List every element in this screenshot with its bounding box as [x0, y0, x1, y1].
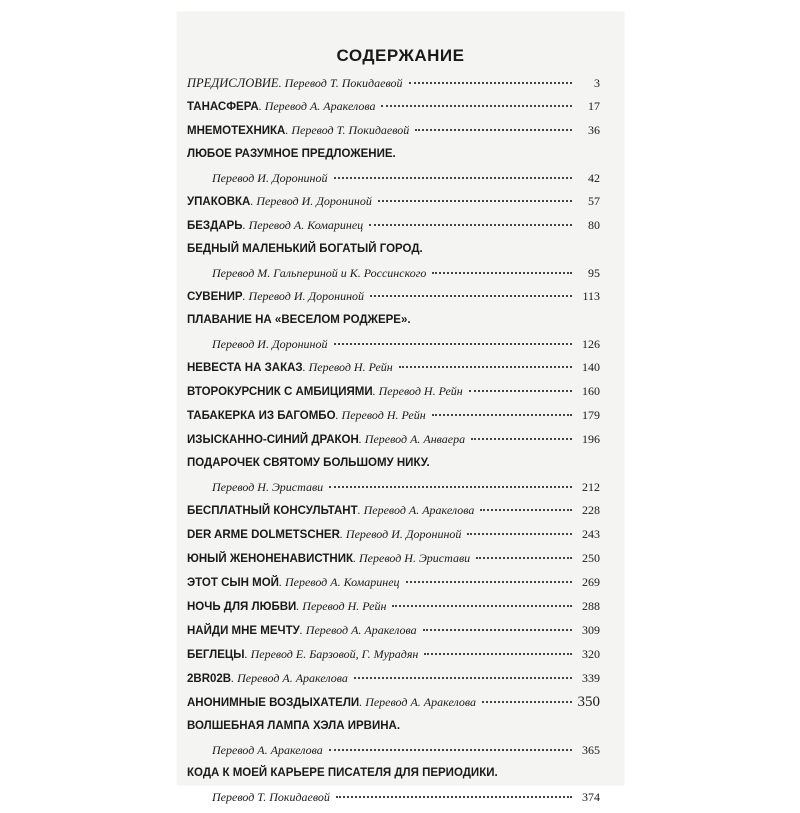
toc-entry — [187, 76, 600, 90]
toc-entry-translator-row — [187, 790, 600, 804]
toc-entry-page: 309 — [582, 623, 600, 637]
toc-entry-row — [187, 623, 600, 638]
dot-leader — [381, 105, 572, 107]
dot-leader — [329, 749, 572, 751]
toc-entry-title: НЕВЕСТА НА ЗАКАЗ — [187, 362, 303, 374]
dot-leader — [476, 557, 572, 559]
toc-entry-title: ВТОРОКУРСНИК С АМБИЦИЯМИ — [187, 386, 373, 398]
toc-entry-separator: . — [302, 360, 306, 374]
toc-entry-row — [187, 432, 600, 447]
toc-entry-row — [187, 360, 600, 375]
toc-entry-separator: . — [242, 289, 246, 303]
toc-entry — [187, 575, 600, 590]
toc-entry — [187, 123, 600, 138]
toc-entry-title: БЕДНЫЙ МАЛЕНЬКИЙ БОГАТЫЙ ГОРОД. — [187, 243, 423, 255]
toc-entry-translator: Перевод Е. Барзовой, Г. Мурадян — [250, 647, 419, 661]
toc-entry-translator: Перевод Н. Эристави — [359, 551, 471, 565]
toc-entry-title: НАЙДИ МНЕ МЕЧТУ — [187, 625, 300, 637]
dot-leader — [329, 486, 572, 488]
toc-entry-translator: Перевод И. Дорониной — [212, 171, 328, 185]
toc-entry-translator: Перевод Н. Рейн — [341, 408, 426, 422]
toc-entry-page: 113 — [582, 289, 600, 303]
toc-entry — [187, 671, 600, 686]
toc-entry-page: 160 — [582, 384, 600, 398]
dot-leader — [482, 701, 572, 703]
toc-entry-title: ЛЮБОЕ РАЗУМНОЕ ПРЕДЛОЖЕНИЕ. — [187, 148, 396, 160]
toc-entry-title: ЮНЫЙ ЖЕНОНЕНАВИСТНИК — [187, 553, 353, 565]
toc-entry-page: 95 — [588, 266, 600, 280]
toc-entry-page: 212 — [582, 480, 600, 494]
dot-leader — [392, 605, 572, 607]
toc-entry-title: НОЧЬ ДЛЯ ЛЮБВИ — [187, 601, 297, 613]
toc-entry-separator: . — [296, 599, 300, 613]
toc-entry-translator-row — [187, 743, 600, 757]
toc-entry — [187, 408, 600, 423]
toc-entry-separator: . — [339, 527, 343, 541]
toc-entry-translator: Перевод А. Аракелова — [237, 671, 348, 685]
toc-entry — [187, 194, 600, 209]
toc-entry — [187, 719, 600, 757]
toc-entry-separator: . — [359, 695, 363, 709]
toc-entry-separator: . — [357, 503, 361, 517]
dot-leader — [334, 343, 573, 345]
toc-entry-translator: Перевод Н. Рейн — [308, 360, 393, 374]
dot-leader — [480, 509, 572, 511]
toc-entry-translator-row — [187, 171, 600, 185]
toc-entry-translator: Перевод И. Дорониной — [212, 337, 328, 351]
toc-entry-title: ВОЛШЕБНАЯ ЛАМПА ХЭЛА ИРВИНА. — [187, 720, 401, 732]
toc-entry-title: БЕСПЛАТНЫЙ КОНСУЛЬТАНТ — [187, 505, 358, 517]
toc-entry-translator: Перевод А. Комаринец — [248, 218, 364, 232]
toc-entry-translator: Перевод Т. Покидаевой — [212, 790, 330, 804]
toc-entry-title: ПОДАРОЧЕК СВЯТОМУ БОЛЬШОМУ НИКУ. — [187, 457, 430, 469]
toc-entry-page: 374 — [582, 790, 600, 804]
toc-entry-page: 36 — [588, 123, 600, 137]
toc-entry-translator: Перевод И. Дорониной — [345, 527, 462, 541]
toc-entry-title: БЕЗДАРЬ — [187, 220, 243, 232]
toc-entry-translator: Перевод Н. Эристави — [212, 480, 324, 494]
toc-entry-page: 288 — [582, 599, 600, 613]
toc-entry-translator: Перевод А. Аракелова — [363, 503, 475, 517]
toc-entry-title: БЕГЛЕЦЫ — [187, 649, 245, 661]
toc-entry — [187, 99, 600, 114]
toc-entry — [187, 313, 600, 351]
toc-entry-translator: Перевод Н. Рейн — [378, 384, 463, 398]
toc-entry-row — [187, 575, 600, 590]
dot-leader — [424, 653, 572, 655]
dot-leader — [471, 438, 572, 440]
toc-entry-row — [187, 123, 600, 138]
dot-leader — [378, 200, 572, 202]
toc-entry — [187, 766, 600, 804]
toc-entry — [187, 527, 600, 542]
toc-entry-page: 320 — [582, 647, 600, 661]
toc-entry-translator-row — [187, 266, 600, 280]
toc-entry-page: 228 — [582, 503, 600, 517]
dot-leader — [415, 129, 572, 131]
toc-entry-row — [187, 503, 600, 518]
toc-entry-page: 126 — [582, 337, 600, 351]
toc-entry-row — [187, 99, 600, 114]
toc-entry-separator: . — [285, 123, 289, 137]
toc-entry-title: ПЛАВАНИЕ НА «ВЕСЕЛОМ РОДЖЕРЕ». — [187, 314, 411, 326]
toc-entry-translator: Перевод А. Аракелова — [264, 99, 376, 113]
toc-entry — [187, 289, 600, 304]
toc-entry-title: УПАКОВКА — [187, 196, 251, 208]
toc-entry-title: АНОНИМНЫЕ ВОЗДЫХАТЕЛИ — [187, 697, 360, 709]
toc-entry-title: ТАНАСФЕРА — [187, 101, 259, 113]
toc-entry-page: 350 — [577, 694, 600, 710]
toc-entry-translator-row — [187, 480, 600, 494]
dot-leader — [423, 629, 572, 631]
toc-entry — [187, 147, 600, 185]
toc-entry-title-row — [187, 719, 600, 733]
toc-entry-row — [187, 408, 600, 423]
toc-entry-translator: Перевод И. Дорониной — [256, 194, 372, 208]
page-title: СОДЕРЖАНИЕ — [336, 46, 465, 65]
toc-entry-row — [187, 289, 600, 304]
toc-entry-translator: Перевод Т. Покидаевой — [291, 123, 410, 137]
toc-entry-separator: . — [372, 384, 376, 398]
toc-entry — [187, 360, 600, 375]
toc-entry-translator: Перевод А. Аракелова — [212, 743, 323, 757]
toc-entry — [187, 599, 600, 614]
dot-leader — [336, 796, 572, 798]
dot-leader — [399, 366, 572, 368]
toc-entry-translator: Перевод И. Дорониной — [248, 289, 365, 303]
toc-entry-translator: Перевод А. Аракелова — [365, 695, 476, 709]
toc-entry-separator: . — [358, 432, 362, 446]
toc-entry — [187, 623, 600, 638]
toc-entry-row — [187, 599, 600, 614]
toc-entry-row — [187, 671, 600, 686]
toc-entry-title-row — [187, 766, 600, 780]
toc-entry-page: 17 — [588, 99, 600, 113]
toc-entry-page: 42 — [588, 171, 600, 185]
toc-entry-row — [187, 695, 600, 710]
toc-entry-page: 3 — [594, 76, 600, 90]
toc-entry-separator: . — [278, 575, 282, 589]
toc-entry-row — [187, 527, 600, 542]
toc-entry-separator: . — [353, 551, 356, 565]
toc-entry-page: 365 — [582, 743, 600, 757]
toc-entry — [187, 551, 600, 566]
toc-entry-title: DER ARME DOLMETSCHER — [187, 529, 340, 541]
toc-entry-row — [187, 551, 600, 566]
toc-entry-translator: Перевод А. Анваера — [364, 432, 466, 446]
dot-leader — [409, 82, 573, 84]
table-of-contents — [187, 76, 600, 813]
toc-entry-title: ТАБАКЕРКА ИЗ БАГОМБО — [187, 410, 336, 422]
toc-entry-page: 140 — [582, 360, 600, 374]
toc-entry-title-row — [187, 242, 600, 256]
toc-entry-page: 339 — [582, 671, 600, 685]
toc-entry — [187, 456, 600, 494]
toc-entry-translator: Перевод А. Комаринец — [284, 575, 400, 589]
toc-entry-page: 269 — [582, 575, 600, 589]
toc-entry-translator-row — [187, 337, 600, 351]
toc-entry — [187, 432, 600, 447]
toc-entry-page: 243 — [582, 527, 600, 541]
dot-leader — [334, 177, 573, 179]
toc-entry — [187, 218, 600, 233]
toc-entry — [187, 695, 600, 710]
toc-entry-row — [187, 384, 600, 399]
toc-entry-page: 250 — [582, 551, 600, 565]
dot-leader — [432, 414, 572, 416]
toc-entry-separator: . — [258, 99, 262, 113]
toc-entry-row — [187, 218, 600, 233]
toc-entry-translator: Перевод А. Аракелова — [305, 623, 417, 637]
toc-entry-title: ЭТОТ СЫН МОЙ — [187, 577, 279, 589]
dot-leader — [432, 272, 572, 274]
toc-entry-title: СУВЕНИР — [187, 291, 243, 303]
toc-entry-page: 196 — [582, 432, 600, 446]
dot-leader — [354, 677, 572, 679]
toc-entry-row — [187, 76, 600, 90]
toc-entry-row — [187, 194, 600, 209]
toc-entry-title: 2BR02B — [187, 673, 232, 685]
dot-leader — [370, 295, 572, 297]
toc-entry-title-row — [187, 313, 600, 327]
dot-leader — [467, 533, 572, 535]
toc-entry-separator: . — [244, 647, 248, 661]
dot-leader — [406, 581, 572, 583]
toc-entry-separator: . — [242, 218, 246, 232]
dot-leader — [369, 224, 572, 226]
toc-entry-title: ПРЕДИСЛОВИЕ — [187, 76, 279, 90]
toc-entry — [187, 503, 600, 518]
toc-entry-title-row — [187, 456, 600, 470]
toc-entry — [187, 384, 600, 399]
toc-entry-translator: Перевод Т. Покидаевой — [284, 76, 403, 90]
toc-entry-separator: . — [250, 194, 254, 208]
toc-entry-separator: . — [231, 671, 235, 685]
toc-entry — [187, 242, 600, 280]
toc-entry-translator: Перевод Н. Рейн — [302, 599, 387, 613]
toc-entry-title: МНЕМОТЕХНИКА — [187, 125, 286, 137]
toc-entry-page: 179 — [582, 408, 600, 422]
toc-entry — [187, 647, 600, 662]
toc-entry-page: 57 — [588, 194, 600, 208]
toc-entry-translator: Перевод М. Гальпериной и К. Россинского — [212, 266, 427, 280]
toc-entry-separator: . — [299, 623, 303, 637]
dot-leader — [469, 390, 572, 392]
toc-entry-title: КОДА К МОЕЙ КАРЬЕРЕ ПИСАТЕЛЯ ДЛЯ ПЕРИОДИКИ. — [187, 767, 498, 779]
toc-entry-separator: . — [278, 76, 282, 90]
toc-entry-title-row — [187, 147, 600, 161]
toc-entry-page: 80 — [588, 218, 600, 232]
toc-entry-separator: . — [335, 408, 339, 422]
toc-entry-title: ИЗЫСКАННО-СИНИЙ ДРАКОН — [187, 434, 359, 446]
toc-entry-row — [187, 647, 600, 662]
